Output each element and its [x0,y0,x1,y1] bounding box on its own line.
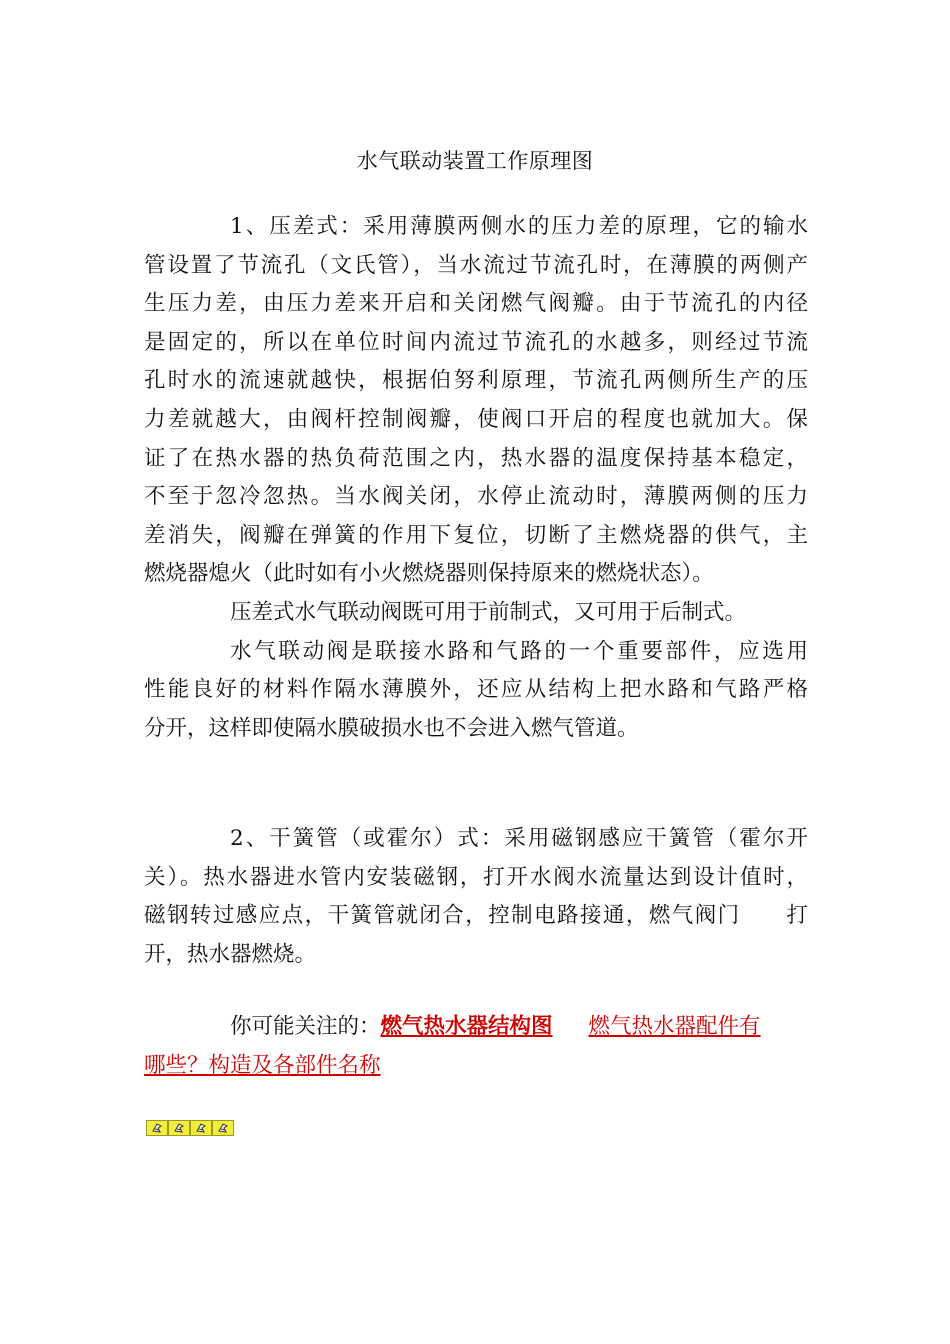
paragraph-line: 证了在热水器的热负荷范围之内，热水器的温度保持基本稳定， [144,445,808,471]
paragraph-line: 水气联动阀是联接水路和气路的一个重要部件，应选用 [230,638,808,664]
paragraph-line: 是固定的，所以在单位时间内流过节流孔的水越多，则经过节流 [144,329,808,355]
document-title: 水气联动装置工作原理图 [356,149,594,173]
link-water-heater-parts-part2[interactable]: 哪些？构造及各部件名称 [144,1052,381,1078]
paragraph-pressure-difference [144,208,808,748]
paragraph-line: 关）。热水器进水管内安装磁钢，打开水阀水流量达到设计值时， [144,864,808,890]
paragraph-line: 差消失，阀瓣在弹簧的作用下复位，切断了主燃烧器的供气，主 [144,522,808,548]
related-links-line [144,1008,808,1047]
related-prefix: 你可能关注的： [230,1014,381,1039]
broken-image-icon[interactable] [190,1120,212,1136]
paragraph-line: 力差就越大，由阀杆控制阀瓣，使阀口开启的程度也就加大。保 [144,406,808,432]
link-water-heater-structure[interactable]: 燃气热水器结构图 [380,1014,553,1039]
broken-image-icon[interactable] [168,1120,190,1136]
broken-image-icon[interactable] [146,1120,168,1136]
related-links-line [144,1047,808,1086]
paragraph-line: 分开，这样即使隔水膜破损水也不会进入燃气管道。 [144,715,639,741]
paragraph-line: 燃烧器熄火（此时如有小火燃烧器则保持原来的燃烧状态）。 [144,561,714,587]
link-water-heater-parts-part1[interactable]: 燃气热水器配件有 [588,1014,761,1039]
paragraph-line: 不至于忽冷忽热。当水阀关闭，水停止流动时，薄膜两侧的压力 [144,484,808,510]
paragraph-line: 2、干簧管（或霍尔）式：采用磁钢感应干簧管（霍尔开 [230,826,808,851]
paragraph-line: 生压力差，由压力差来开启和关闭燃气阀瓣。由于节流孔的内径 [144,291,808,317]
paragraph-line: 开，热水器燃烧。 [144,941,317,967]
paragraph-line: 性能良好的材料作隔水薄膜外，还应从结构上把水路和气路严格 [144,677,808,703]
paragraph-line: 1、压差式：采用薄膜两侧水的压力差的原理，它的输水 [230,214,808,239]
paragraph-reed-switch [144,820,808,974]
paragraph-line: 磁钢转过感应点，干簧管就闭合，控制电路接通，燃气阀门 打 [144,903,808,929]
paragraph-line: 管设置了节流孔（文氏管），当水流过节流孔时，在薄膜的两侧产 [144,252,808,278]
related-links [144,1008,808,1085]
paragraph-line: 孔时水的流速就越快，根据伯努利原理，节流孔两侧所生产的压 [144,368,808,394]
broken-image-icon[interactable] [212,1120,234,1136]
paragraph-applicability: 压差式水气联动阀既可用于前制式，又可用于后制式。 [230,599,747,625]
broken-image-icons [146,1120,234,1137]
